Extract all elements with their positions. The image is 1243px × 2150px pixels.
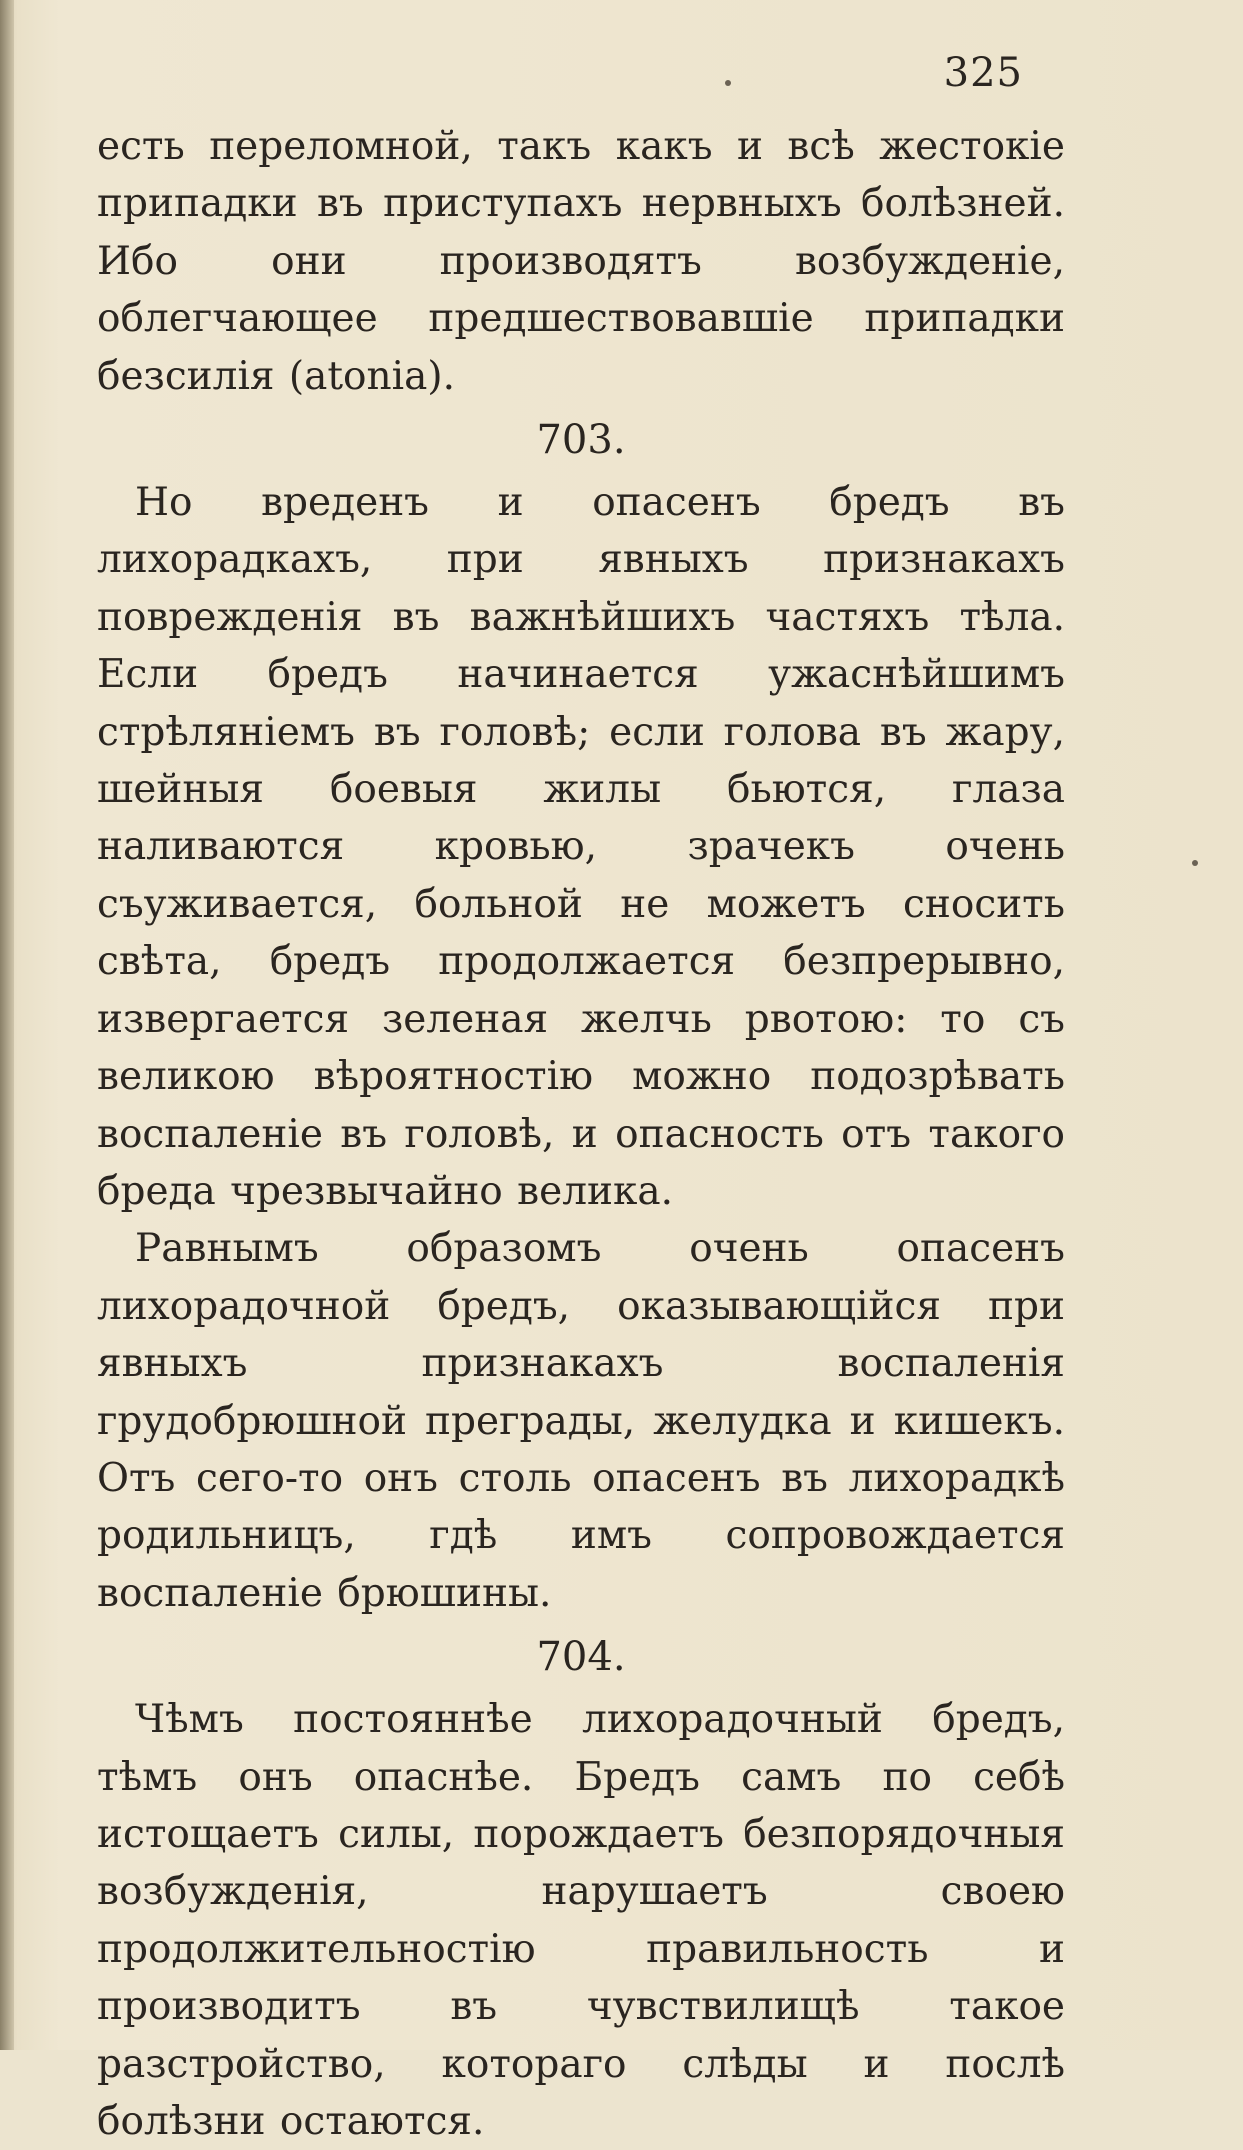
paragraph-continued: есть переломной, такъ какъ и всѣ жестокіе припадки въ приступахъ нервныхъ болѣзней. Ибо они производятъ возбужденіе, облегчающее предшествовавшіе припадки безсилія (atonia). [97,124,1065,399]
paper-fleck [1192,860,1198,866]
section-number-703: 703. [536,417,626,464]
paragraph: Чѣмъ постояннѣе лихорадочный бредъ, тѣмъ онъ опаснѣе. Бредъ самъ по себѣ истощаетъ силы, порождаетъ безпорядочныя возбужденія, нарушаетъ своею продолжительностію правильность и производитъ въ чувствилищѣ такое разстройство, котораго слѣды и послѣ болѣзни остаются. [97,1697,1065,2144]
page-number: 325 [943,50,1023,96]
section-number-704: 704. [536,1634,626,1681]
paragraph: Равнымъ образомъ очень опасенъ лихорадочной бредъ, оказывающійся при явныхъ признакахъ воспаленія грудобрюшной преграды, желудка и кишекъ. Отъ сего-то онъ столь опасенъ въ лихорадкѣ родильницъ, гдѣ имъ сопровождается воспаленіе брюшины. [97,1226,1065,1616]
body-text [97,118,1065,2150]
paragraph: Но вреденъ и опасенъ бредъ въ лихорадкахъ, при явныхъ признакахъ поврежденія въ важнѣйшихъ частяхъ тѣла. Если бредъ начинается ужаснѣйшимъ стрѣляніемъ въ головѣ; если голова въ жару, шейныя боевыя жилы бьются, глаза наливаются кровью, зрачекъ очень съуживается, больной не можетъ сносить свѣта, бредъ продолжается безпрерывно, извергается зеленая желчь рвотою: то съ великою вѣроятностію можно подозрѣвать воспаленіе въ головѣ, и опасность отъ такого бреда чрезвычайно велика. [97,480,1065,1214]
page-edge [0,0,14,2050]
paper-fleck [725,80,731,86]
